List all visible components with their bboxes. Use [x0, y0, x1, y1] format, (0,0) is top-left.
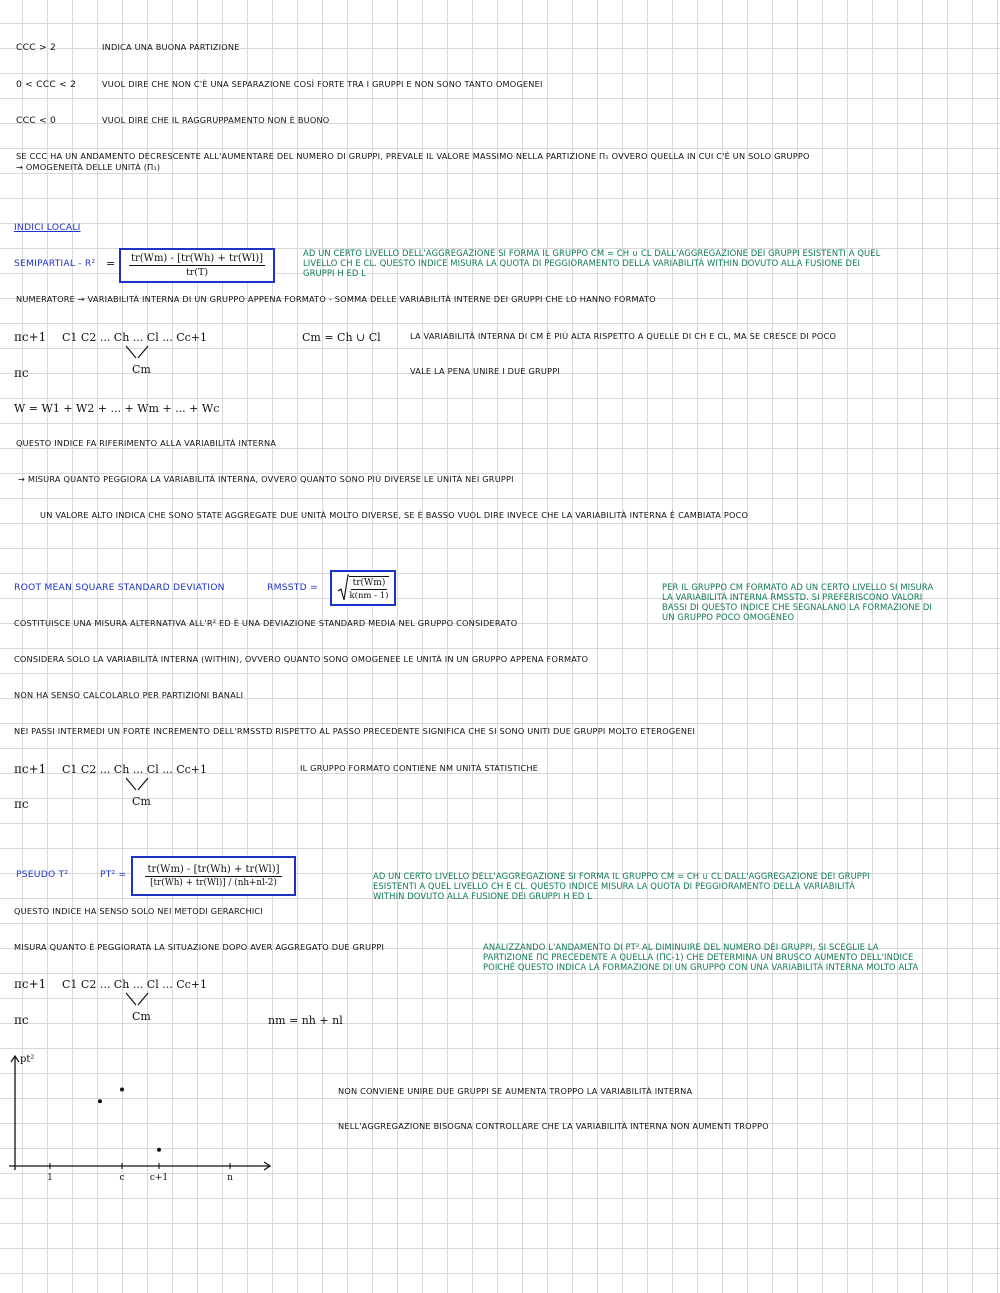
- pseudo-t2-line: QUESTO INDICE HA SENSO SOLO NEI METODI GERARCHICI: [14, 906, 263, 916]
- note-line: GRUPPI H ED L: [303, 268, 367, 278]
- formula-denominator: [tr(Wh) + tr(Wl)] / (nh+nl-2): [150, 878, 277, 888]
- cm-label: Cm: [132, 363, 151, 376]
- ccc-note-line: → OMOGENEITÀ DELLE UNITÀ (Π₁): [16, 162, 161, 172]
- note-line: WITHIN DOVUTO ALLA FUSIONE DEI GRUPPI H ED L: [373, 891, 592, 901]
- pseudo-t2-label: PT² =: [100, 869, 127, 880]
- equals-sign: =: [106, 257, 116, 270]
- formula-numerator: tr(Wm) - [tr(Wh) + tr(Wl)]: [147, 864, 280, 875]
- pseudo-t2-line: MISURA QUANTO È PEGGIORATA LA SITUAZIONE DOPO AVER AGGREGATO DUE GRUPPI: [14, 942, 385, 952]
- note-line: LIVELLO CH E CL. QUESTO INDICE MISURA LA QUOTA DI PEGGIORAMENTO DELLA VARIABILITÀ WITHIN DOVUTO ALLA FUSIONE DEI: [303, 258, 861, 268]
- pi-c1-label: πc+1: [14, 977, 47, 991]
- x-tick-label: c: [119, 1173, 125, 1183]
- note-line: AD UN CERTO LIVELLO DELL'AGGREGAZIONE SI FORMA IL GRUPPO CM = CH ∪ CL DALL'AGGREGAZIONE DEI GRUPPI ESISTENTI A QUEL: [303, 248, 881, 258]
- rmsstd-line: CONSIDERA SOLO LA VARIABILITÀ INTERNA (WITHIN), OVVERO QUANTO SONO OMOGENEE LE UNITÀ IN UN GRUPPO APPENA FORMATO: [14, 654, 589, 664]
- rmsstd-heading: ROOT MEAN SQUARE STANDARD DEVIATION: [14, 582, 225, 593]
- ccc-rule-cond: 0 < CCC < 2: [16, 79, 77, 90]
- pseudo-t2-note: [373, 871, 870, 901]
- pt2-chart: [0, 1040, 300, 1190]
- cm-label: Cm: [132, 795, 151, 808]
- cm-label: Cm: [132, 1010, 151, 1023]
- semipartial-label: SEMIPARTIAL - R²: [14, 258, 96, 269]
- note-line: POICHÉ QUESTO INDICA LA FORMAZIONE DI UN GRUPPO CON UNA VARIABILITÀ INTERNA MOLTO ALTA: [483, 962, 919, 972]
- note-line: LA VARIABILITÀ INTERNA RMSSTD. SI PREFERISCONO VALORI: [662, 592, 923, 602]
- note-line: UN GRUPPO POCO OMOGENEO: [662, 612, 795, 622]
- note-line: ESISTENTI A QUEL LIVELLO CH E CL. QUESTO INDICE MISURA LA QUOTA DI PEGGIORAMENTO DELLA VARIABILITÀ: [373, 881, 855, 891]
- pseudo-t2-heading: PSEUDO T²: [16, 869, 69, 880]
- data-point: [98, 1099, 102, 1103]
- semipartial-line: NUMERATORE → VARIABILITÀ INTERNA DI UN GRUPPO APPENA FORMATO - SOMMA DELLE VARIABILITÀ INTERNE DEI GRUPPI CHE LO HANNO FORMATO: [16, 294, 656, 304]
- x-tick-label: 1: [47, 1173, 53, 1183]
- pi-c-label: πc: [14, 797, 29, 811]
- rmsstd-line: COSTITUISCE UNA MISURA ALTERNATIVA ALL'R² ED È UNA DEVIAZIONE STANDARD MEDIA NEL GRUPPO CONSIDERATO: [14, 618, 518, 628]
- section-heading: INDICI LOCALI: [14, 222, 81, 233]
- nm-definition: nm = nh + nl: [268, 1014, 343, 1027]
- pseudo-t2-note2: [483, 942, 918, 972]
- note-line: PER IL GRUPPO CM FORMATO AD UN CERTO LIVELLO SI MISURA: [662, 582, 934, 592]
- note-line: PARTIZIONE ΠC PRECEDENTE A QUELLA (ΠC-1) CHE DETERMINA UN BRUSCO AUMENTO DELL'INDICE: [483, 952, 914, 962]
- formula-numerator: tr(Wm) - [tr(Wh) + tr(Wl)]: [130, 253, 264, 264]
- semipartial-formula-box: [119, 248, 275, 283]
- semipartial-right: LA VARIABILITÀ INTERNA DI CM È PIÙ ALTA RISPETTO A QUELLE DI CH E CL, MA SE CRESCE DI POCO: [410, 331, 837, 341]
- semipartial-line: UN VALORE ALTO INDICA CHE SONO STATE AGGREGATE DUE UNITÀ MOLTO DIVERSE, SE È BASSO VUOL DIRE INVECE CHE LA VARIABILITÀ INTERNA È CAMBIATA POCO: [40, 510, 749, 520]
- ccc-rule-text: INDICA UNA BUONA PARTIZIONE: [102, 42, 240, 52]
- merge-lines: [120, 344, 156, 360]
- ccc-rule-text: VUOL DIRE CHE IL RAGGRUPPAMENTO NON È BUONO: [102, 115, 330, 125]
- semipartial-line: → MISURA QUANTO PEGGIORA LA VARIABILITÀ INTERNA, OVVERO QUANTO SONO PIÙ DIVERSE LE UNITÀ NEI GRUPPI: [18, 474, 514, 484]
- pi-c1-label: πc+1: [14, 330, 47, 344]
- pseudo-t2-right: NON CONVIENE UNIRE DUE GRUPPI SE AUMENTA TROPPO LA VARIABILITÀ INTERNA: [338, 1086, 693, 1096]
- semipartial-right: VALE LA PENA UNIRE I DUE GRUPPI: [410, 366, 561, 376]
- semipartial-note: [303, 248, 880, 278]
- pseudo-t2-formula-box: [131, 856, 296, 896]
- merge-lines: [120, 991, 156, 1007]
- formula-denominator: tr(T): [185, 267, 209, 278]
- ccc-note-line: SE CCC HA UN ANDAMENTO DECRESCENTE ALL'AUMENTARE DEL NUMERO DI GRUPPI, PREVALE IL VALORE MASSIMO NELLA PARTIZIONE Π₁ OVVERO QUELLA IN CUI C'È UN SOLO GRUPPO: [16, 151, 810, 161]
- group-sequence: C1 C2 ... Ch ... Cl ... Cc+1: [62, 978, 208, 991]
- pseudo-t2-right: NELL'AGGREGAZIONE BISOGNA CONTROLLARE CHE LA VARIABILITÀ INTERNA NON AUMENTI TROPPO: [338, 1121, 769, 1131]
- merge-lines: [120, 776, 156, 792]
- x-tick-label: c+1: [149, 1173, 169, 1183]
- note-line: ANALIZZANDO L'ANDAMENTO DI PT² AL DIMINUIRE DEL NUMERO DEI GRUPPI, SI SCEGLIE LA: [483, 942, 879, 952]
- ccc-rule-cond: CCC < 0: [16, 115, 57, 126]
- note-line: AD UN CERTO LIVELLO DELL'AGGREGAZIONE SI FORMA IL GRUPPO CM = CH ∪ CL DALL'AGGREGAZIONE DEI GRUPPI: [373, 871, 870, 881]
- rmsstd-line: NON HA SENSO CALCOLARLO PER PARTIZIONI BANALI: [14, 690, 244, 700]
- semipartial-line: QUESTO INDICE FA RIFERIMENTO ALLA VARIABILITÀ INTERNA: [16, 438, 277, 448]
- pi-c1-label: πc+1: [14, 762, 47, 776]
- rmsstd-note: [662, 582, 933, 622]
- data-point: [157, 1148, 161, 1152]
- w-sum: W = W1 + W2 + ... + Wm + ... + Wc: [14, 402, 220, 415]
- rmsstd-formula-box: [330, 570, 396, 606]
- formula-denominator: k(nm - 1): [349, 590, 389, 601]
- ccc-rule-text: VUOL DIRE CHE NON C'È UNA SEPARAZIONE COSÌ FORTE TRA I GRUPPI E NON SONO TANTO OMOGENEI: [102, 79, 543, 89]
- y-axis-label: pt²: [20, 1054, 35, 1065]
- rmsstd-right: IL GRUPPO FORMATO CONTIENE NM UNITÀ STATISTICHE: [300, 763, 539, 773]
- group-sequence: C1 C2 ... Ch ... Cl ... Cc+1: [62, 331, 208, 344]
- x-tick-label: n: [227, 1173, 233, 1183]
- cm-definition: Cm = Ch ∪ Cl: [302, 331, 381, 344]
- pi-c-label: πc: [14, 366, 29, 380]
- group-sequence: C1 C2 ... Ch ... Cl ... Cc+1: [62, 763, 208, 776]
- data-point: [120, 1088, 124, 1092]
- rmsstd-label: RMSSTD =: [267, 582, 318, 593]
- formula-numerator: tr(Wm): [352, 577, 386, 588]
- pi-c-label: πc: [14, 1013, 29, 1027]
- rmsstd-line: NEI PASSI INTERMEDI UN FORTE INCREMENTO DELL'RMSSTD RISPETTO AL PASSO PRECEDENTE SIGNIFICA CHE SI SONO UNITI DUE GRUPPI MOLTO ETEROGENEI: [14, 726, 696, 736]
- ccc-rule-cond: CCC > 2: [16, 42, 57, 53]
- note-line: BASSI DI QUESTO INDICE CHE SEGNALANO LA FORMAZIONE DI: [662, 602, 932, 612]
- sqrt-symbol: [337, 574, 349, 602]
